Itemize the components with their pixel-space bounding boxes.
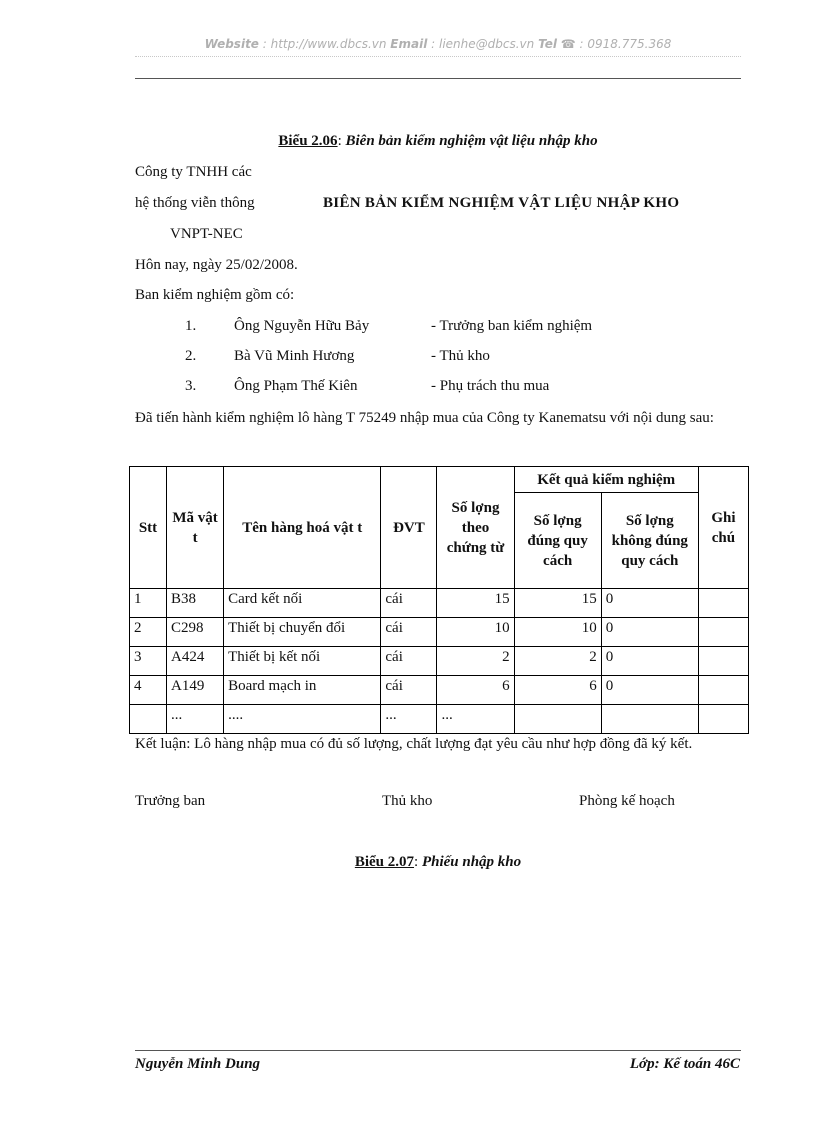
member-1-number: 1. (185, 318, 197, 334)
cell-qty-ok: 2 (514, 647, 601, 676)
footer-rule (135, 1050, 741, 1051)
cell-qty-ok: 15 (514, 589, 601, 618)
signature-storekeeper: Thủ kho (382, 793, 433, 809)
member-2-role: - Thủ kho (431, 348, 490, 364)
email-label: Email (390, 37, 428, 51)
caption-label: Biểu 2.07 (354, 854, 415, 870)
conclusion: Kết luận: Lô hàng nhập mua có đủ số lượng, chất lượng đạt yêu cầu như hợp đồng đã ký kết. (135, 736, 693, 752)
header-dotted-rule (135, 56, 741, 57)
cell-qty-ok: 10 (514, 618, 601, 647)
header-qty-not-ok: Số lợng không đúng quy cách (601, 493, 698, 589)
cell-note (698, 676, 748, 705)
cell-code: A424 (167, 647, 224, 676)
header-name: Tên hàng hoá vật t (224, 467, 381, 589)
email-value: : lienhe@dbcs.vn (427, 37, 539, 51)
cell-qty-doc: ... (437, 705, 514, 734)
cell-qty-ok: 6 (514, 676, 601, 705)
caption-bieu-2-06 (135, 133, 741, 150)
cell-note (698, 647, 748, 676)
caption-label: Biểu 2.06 (278, 133, 338, 149)
signature-planning: Phòng kế hoạch (579, 793, 675, 809)
cell-stt: 4 (130, 676, 167, 705)
header-unit: ĐVT (381, 467, 437, 589)
cell-code: C298 (167, 618, 224, 647)
member-2-name: Bà Vũ Minh Hương (234, 348, 355, 364)
caption-sep: : (337, 133, 346, 149)
member-2-number: 2. (185, 348, 197, 364)
company-line-2: hệ thống viễn thông (135, 195, 255, 211)
cell-qty-not-ok: 0 (601, 676, 698, 705)
cell-unit: cái (381, 647, 437, 676)
intro-paragraph: Đã tiến hành kiểm nghiệm lô hàng T 75249 nhập mua của Công ty Kanematsu với nội dung sau: (135, 410, 714, 426)
caption-title: Biên bản kiểm nghiệm vật liệu nhập kho (345, 133, 598, 149)
member-3-name: Ông Phạm Thế Kiên (234, 378, 358, 394)
cell-name: Board mạch in (224, 676, 381, 705)
cell-qty-not-ok: 0 (601, 618, 698, 647)
table-row (130, 589, 749, 618)
table-row (130, 647, 749, 676)
tel-value: ☎ : 0918.775.368 (556, 37, 672, 51)
table-row (130, 676, 749, 705)
cell-qty-not-ok (601, 705, 698, 734)
signature-head: Trưởng ban (135, 793, 206, 809)
cell-qty-doc: 6 (437, 676, 514, 705)
board-intro: Ban kiểm nghiệm gồm có: (135, 287, 295, 303)
header-qty-ok: Số lợng đúng quy cách (514, 493, 601, 589)
header-result-group: Kết quả kiểm nghiệm (514, 467, 698, 493)
cell-stt: 2 (130, 618, 167, 647)
cell-name: Card kết nối (224, 589, 381, 618)
cell-stt: 1 (130, 589, 167, 618)
cell-note (698, 618, 748, 647)
header-stt: Stt (130, 467, 167, 589)
cell-code: B38 (167, 589, 224, 618)
member-1-name: Ông Nguyễn Hữu Bảy (234, 318, 370, 334)
member-3-number: 3. (185, 378, 197, 394)
document-title: BIÊN BẢN KIỂM NGHIỆM VẬT LIỆU NHẬP KHO (323, 195, 680, 211)
company-line-3: VNPT-NEC (170, 226, 243, 242)
cell-unit: cái (381, 676, 437, 705)
footer-class: Lớp: Kế toán 46C (629, 1056, 740, 1072)
date-line: Hôn nay, ngày 25/02/2008. (135, 257, 298, 273)
cell-qty-doc: 10 (437, 618, 514, 647)
cell-qty-doc: 2 (437, 647, 514, 676)
cell-code: ... (167, 705, 224, 734)
tel-label: Tel (538, 37, 557, 51)
inspection-table (129, 466, 749, 734)
cell-stt (130, 705, 167, 734)
caption-bieu-2-07 (135, 854, 741, 871)
member-1-role: - Trưởng ban kiểm nghiệm (431, 318, 593, 334)
cell-unit: cái (381, 589, 437, 618)
cell-qty-not-ok: 0 (601, 589, 698, 618)
header-note: Ghi chú (698, 467, 748, 589)
cell-name: Thiết bị chuyển đổi (224, 618, 381, 647)
cell-name: .... (224, 705, 381, 734)
cell-qty-ok (514, 705, 601, 734)
website-value: : http://www.dbcs.vn (258, 37, 391, 51)
caption-title: Phiếu nhập kho (421, 854, 522, 870)
caption-sep: : (414, 854, 422, 870)
header-code: Mã vật t (167, 467, 224, 589)
company-line-1: Công ty TNHH các (135, 164, 252, 180)
table-row (130, 705, 749, 734)
footer-author: Nguyễn Minh Dung (135, 1056, 261, 1072)
cell-name: Thiết bị kết nối (224, 647, 381, 676)
cell-qty-not-ok: 0 (601, 647, 698, 676)
header-rule (135, 78, 741, 79)
cell-qty-doc: 15 (437, 589, 514, 618)
page-header (135, 37, 741, 51)
member-3-role: - Phụ trách thu mua (431, 378, 550, 394)
cell-code: A149 (167, 676, 224, 705)
cell-note (698, 705, 748, 734)
website-label: Website (204, 37, 259, 51)
header-qty-doc: Số lợng theo chứng từ (437, 467, 514, 589)
cell-stt: 3 (130, 647, 167, 676)
cell-unit: ... (381, 705, 437, 734)
cell-unit: cái (381, 618, 437, 647)
cell-note (698, 589, 748, 618)
table-row (130, 618, 749, 647)
